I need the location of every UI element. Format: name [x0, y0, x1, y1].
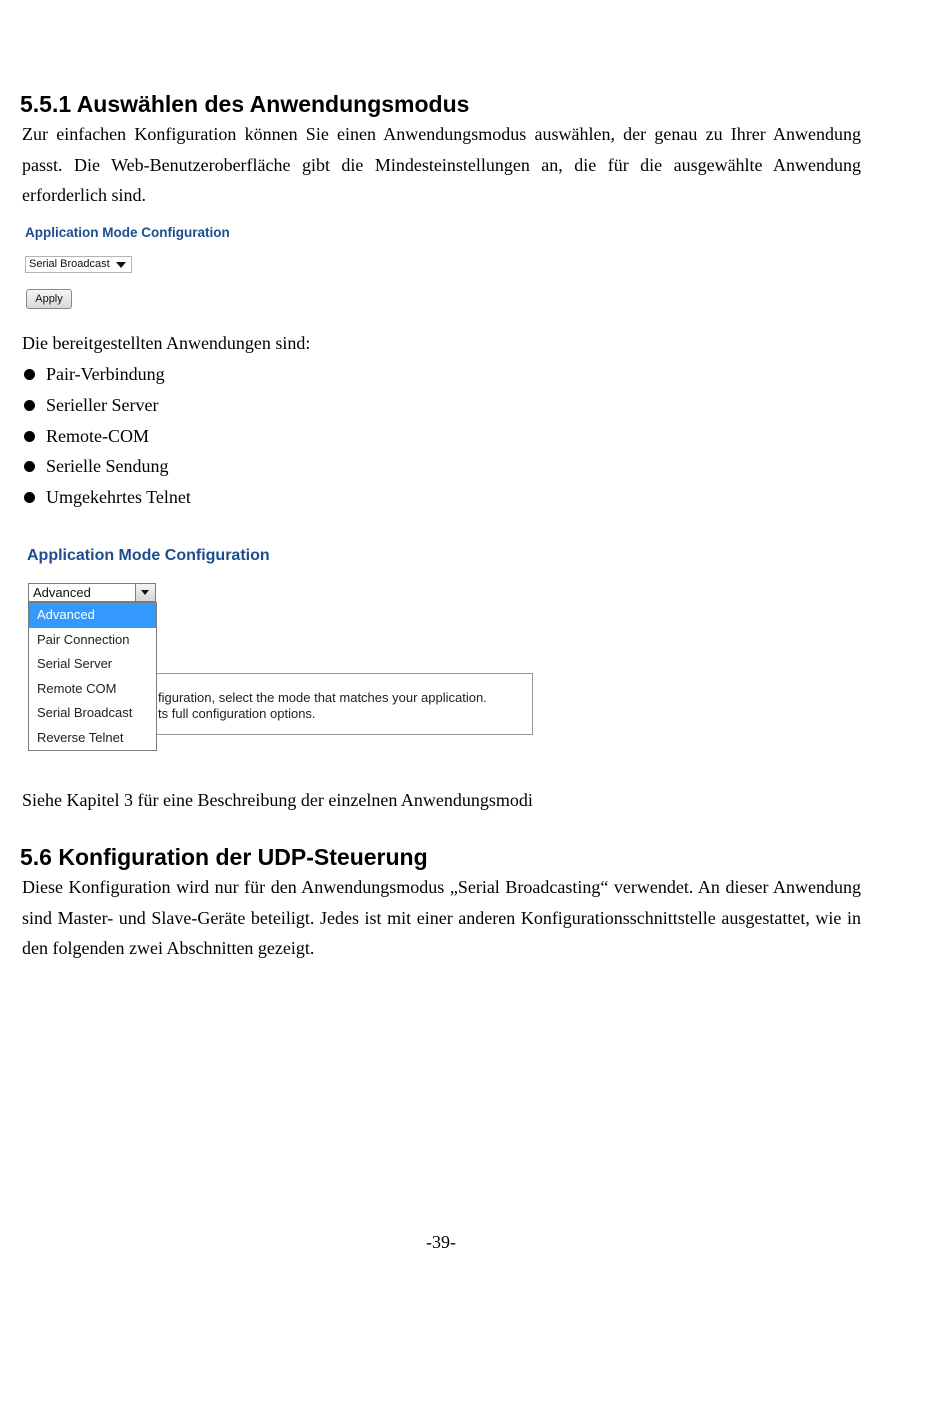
- select-value: Advanced: [33, 585, 91, 600]
- dropdown-option-serial-server[interactable]: Serial Server: [37, 656, 113, 671]
- bullet-icon: [24, 492, 35, 503]
- application-mode-select[interactable]: [28, 583, 156, 602]
- screenshot-application-mode-config: [22, 222, 237, 320]
- description-line: ts full configuration options.: [158, 706, 316, 721]
- config-title: Application Mode Configuration: [25, 225, 230, 240]
- applications-list: [22, 361, 191, 515]
- chevron-down-icon: [116, 262, 126, 268]
- see-chapter-note: Siehe Kapitel 3 für eine Beschreibung der einzelnen Anwendungsmodi: [22, 790, 533, 810]
- bullet-icon: [24, 400, 35, 411]
- list-item: Serielle Sendung: [22, 453, 191, 484]
- list-item: Remote-COM: [22, 423, 191, 454]
- dropdown-option-remote-com[interactable]: Remote COM: [37, 680, 117, 696]
- chevron-down-icon[interactable]: [135, 584, 155, 601]
- list-item: Serieller Server: [22, 392, 191, 423]
- section-heading-application-mode: 5.5.1 Auswählen des Anwendungsmodus: [20, 91, 470, 117]
- applications-intro: Die bereitgestellten Anwendungen sind:: [22, 333, 311, 353]
- application-mode-select[interactable]: [25, 256, 132, 273]
- description-line: figuration, select the mode that matches your application.: [158, 690, 487, 705]
- udp-paragraph: Diese Konfiguration wird nur für den Anwendungsmodus „Serial Broadcasting“ verwendet. An dieser Anwendung sind Master- und Slave-Geräte beteiligt. Jedes ist mit einer anderen Konfigurationsschnittstelle ausgestattet, wie in den folgenden zwei Abschnitten gezeigt.: [22, 877, 861, 958]
- page-number: -39-: [426, 1232, 456, 1252]
- bullet-icon: [24, 461, 35, 472]
- dropdown-option-pair-connection[interactable]: Pair Connection: [37, 631, 130, 647]
- apply-button[interactable]: Apply: [26, 289, 72, 309]
- bullet-icon: [24, 369, 35, 380]
- config-title: Application Mode Configuration: [27, 547, 270, 564]
- dropdown-option-serial-broadcast[interactable]: Serial Broadcast: [37, 705, 133, 720]
- bullet-icon: [24, 431, 35, 442]
- list-item: Umgekehrtes Telnet: [22, 484, 191, 515]
- mode-dropdown-list: [28, 602, 157, 751]
- select-value: Serial Broadcast: [29, 258, 110, 270]
- mode-description-box: [155, 673, 533, 735]
- screenshot-application-mode-dropdown: [24, 543, 536, 755]
- dropdown-option-reverse-telnet[interactable]: Reverse Telnet: [37, 729, 124, 745]
- intro-paragraph: Zur einfachen Konfiguration können Sie einen Anwendungsmodus auswählen, der genau zu Ihrer Anwendung passt. Die Web-Benutzeroberfläche gibt die Mindesteinstellungen an, die für die ausgewählte Anwendung erforderlich sind.: [22, 124, 861, 205]
- list-item: Pair-Verbindung: [22, 361, 191, 392]
- section-heading-udp-control: 5.6 Konfiguration der UDP-Steuerung: [20, 844, 428, 870]
- dropdown-option-advanced[interactable]: Advanced: [29, 603, 156, 628]
